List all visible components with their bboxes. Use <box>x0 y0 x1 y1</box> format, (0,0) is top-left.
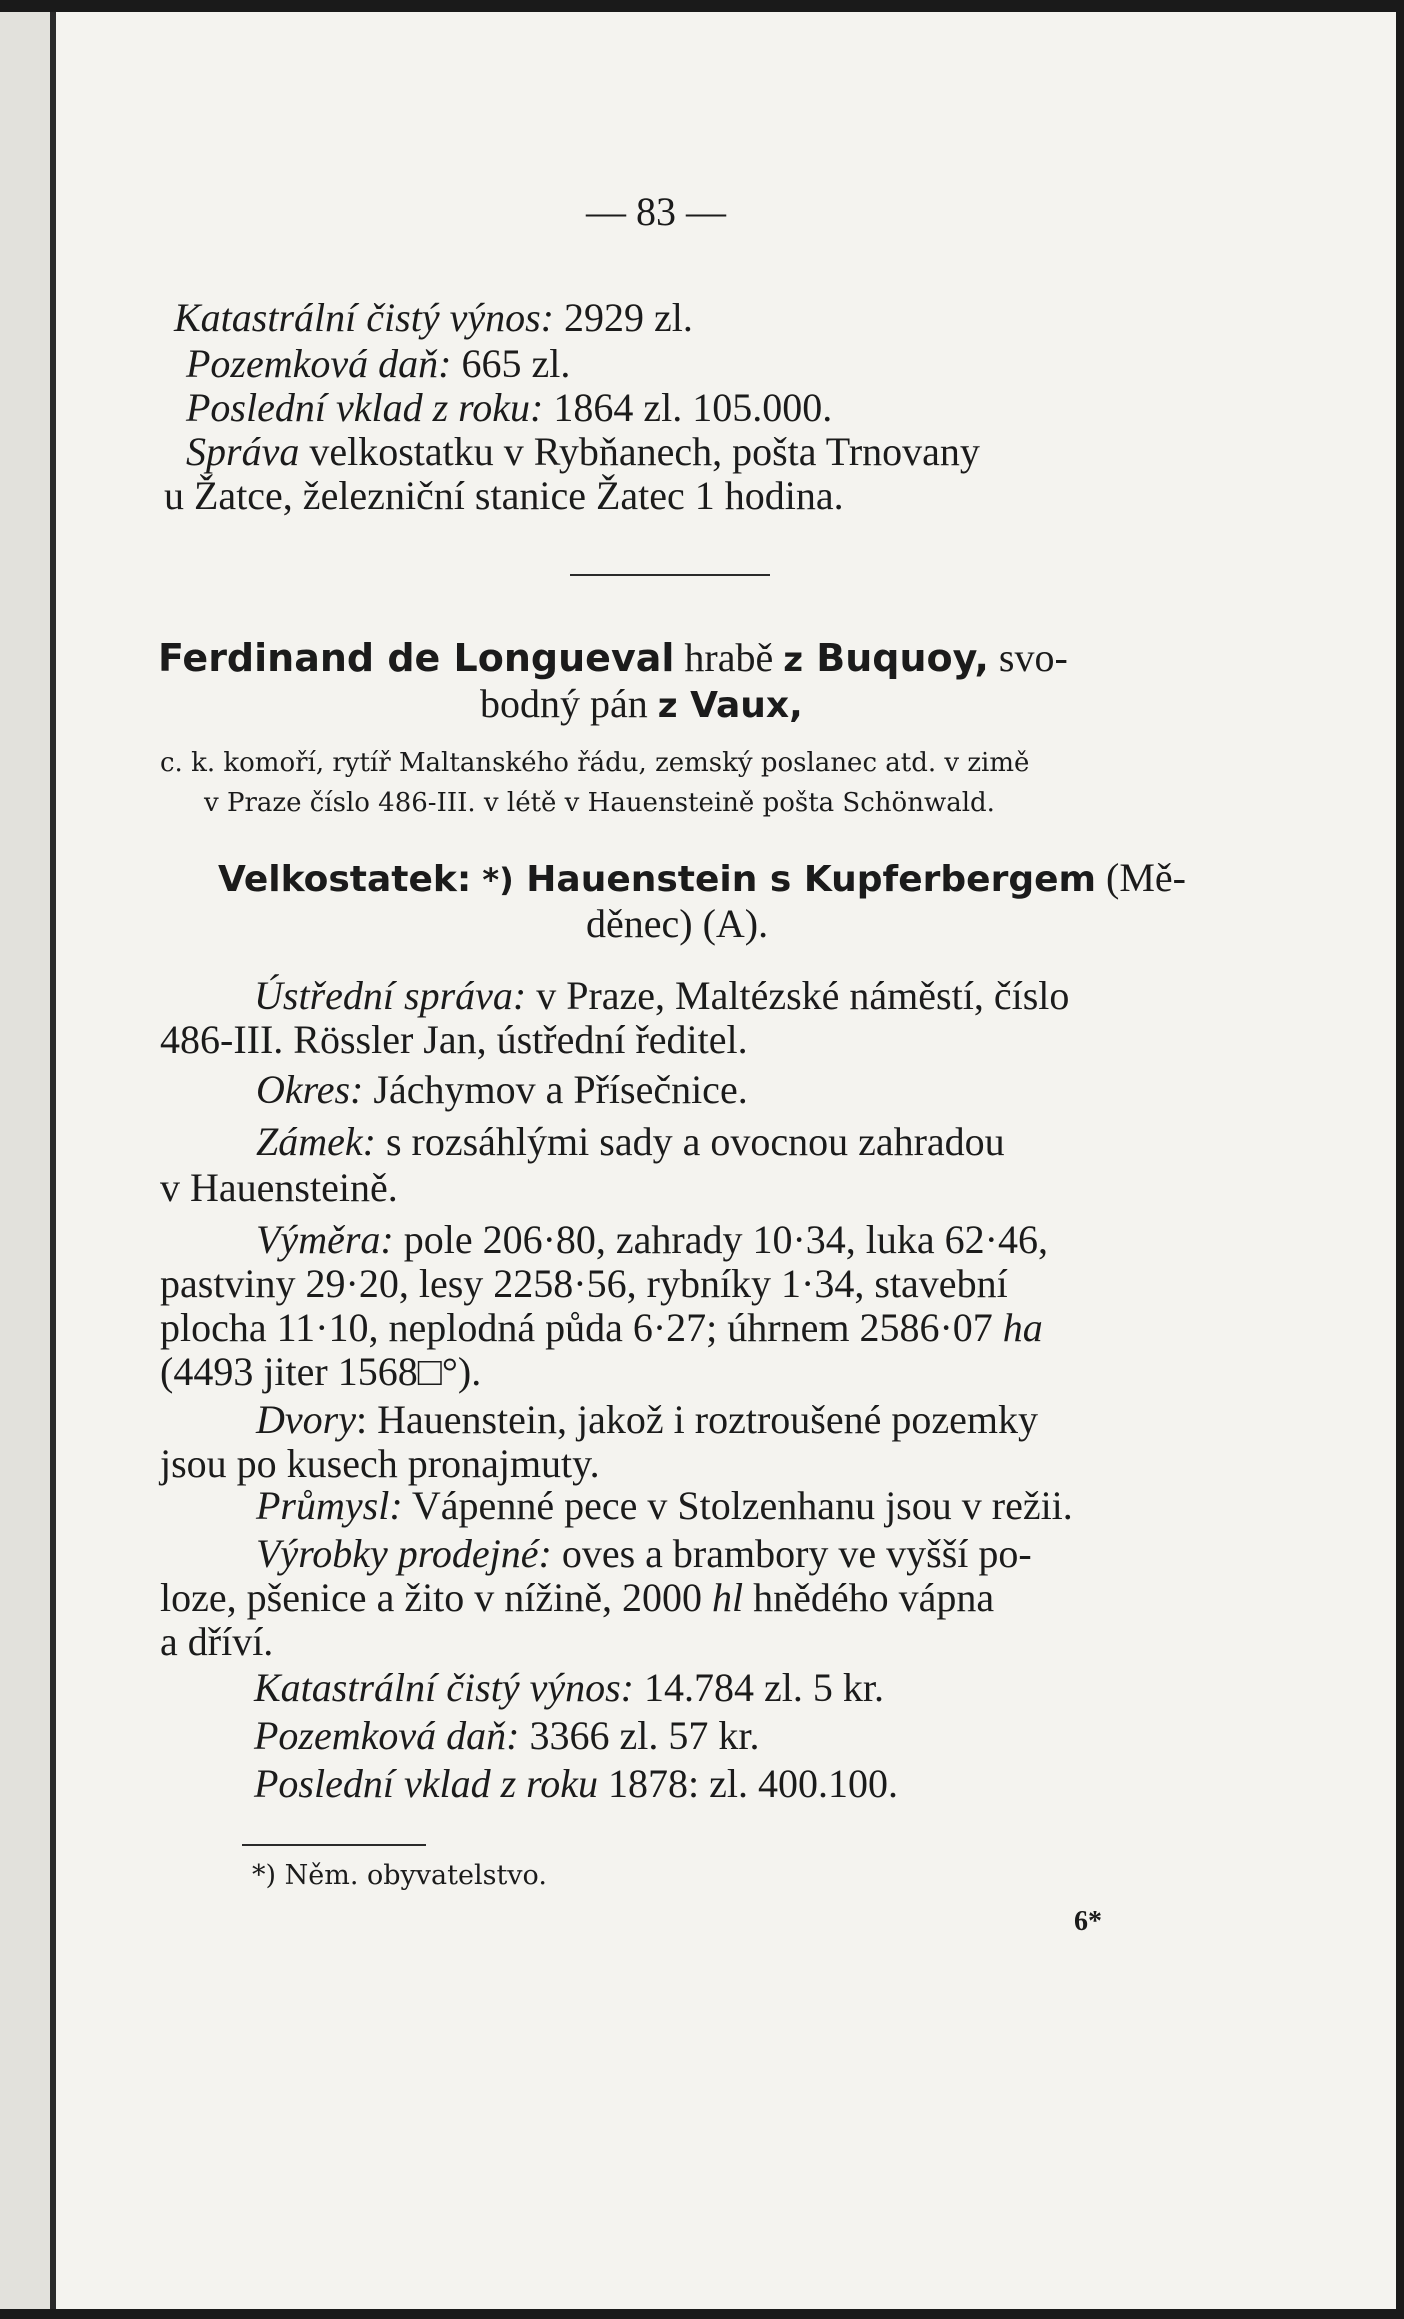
tax-value: 3366 zl. 57 kr. <box>519 1713 760 1758</box>
district-line <box>256 1067 748 1112</box>
signature-mark: 6* <box>1074 1906 1102 1937</box>
estate-heading-line1 <box>218 855 1186 900</box>
courts-value: : Hauenstein, jakož i roztroušené pozemky <box>355 1397 1038 1442</box>
footnote-rule <box>242 1844 426 1846</box>
central-admin-value: v Praze, Maltézské náměstí, číslo <box>526 973 1070 1018</box>
owner-line1 <box>158 635 1068 680</box>
owner-place1: Buquoy, <box>803 636 989 680</box>
products-line2 <box>160 1575 995 1620</box>
area-label: Výměra: <box>256 1217 394 1262</box>
area-line3 <box>160 1305 1043 1350</box>
owner-titles-line2: v Praze číslo 486-III. v létě v Hauensteině pošta Schönwald. <box>204 788 995 818</box>
courts-line <box>256 1397 1038 1442</box>
products-label: Výrobky prodejné: <box>256 1531 552 1576</box>
owner-tail1: svo- <box>988 635 1068 680</box>
area-value: pole 206·80, zahrady 10·34, luka 62·46, <box>393 1217 1048 1262</box>
tax-line <box>254 1713 760 1758</box>
owner-line2 <box>480 681 803 726</box>
estate-footnote-mark: *) <box>471 861 514 899</box>
owner-baron: bodný pán <box>480 681 658 726</box>
prev-yield-line <box>174 295 693 340</box>
prev-admin-label: Správa <box>186 429 300 474</box>
products-value: oves a brambory ve vyšší po- <box>551 1531 1032 1576</box>
district-label: Okres: <box>256 1067 364 1112</box>
district-value: Jáchymov a Přísečnice. <box>363 1067 748 1112</box>
estate-heading-line2: děnec) (A). <box>586 901 769 946</box>
estate-heading-tail: (Mě- <box>1096 855 1186 900</box>
prev-admin-value: velkostatku v Rybňanech, pošta Trnovany <box>299 429 980 474</box>
products-line2-a: loze, pšenice a žito v nížině, 2000 <box>160 1575 713 1620</box>
yield-line <box>254 1665 884 1710</box>
castle-line <box>256 1119 1005 1164</box>
section-divider <box>570 574 770 576</box>
estate-heading-label: Velkostatek: <box>218 859 472 900</box>
central-admin-label: Ústřední správa: <box>254 973 527 1018</box>
prev-tax-value: 665 zl. <box>451 341 571 386</box>
owner-name: Ferdinand de Longueval <box>158 636 675 680</box>
industry-line <box>256 1483 1073 1528</box>
page-number: — 83 — <box>586 189 726 234</box>
estate-heading-name: Hauenstein s Kupferbergem <box>513 859 1097 900</box>
prev-deposit-label: Poslední vklad z roku: <box>186 385 544 430</box>
area-line4: (4493 jiter 1568□°). <box>160 1349 482 1394</box>
area-line <box>256 1217 1048 1262</box>
owner-place2: Vaux, <box>677 685 803 726</box>
industry-label: Průmysl: <box>256 1483 403 1528</box>
deposit-label: Poslední vklad z roku <box>254 1761 599 1806</box>
area-line3-text: plocha 11·10, neplodná půda 6·27; úhrnem 2586·07 <box>160 1305 1003 1350</box>
yield-label: Katastrální čistý výnos: <box>254 1665 634 1710</box>
area-line2: pastviny 29·20, lesy 2258·56, rybníky 1·34, stavební <box>160 1261 1008 1306</box>
deposit-line <box>254 1761 898 1806</box>
prev-yield-value: 2929 zl. <box>553 295 693 340</box>
prev-deposit-line <box>186 385 833 430</box>
castle-value: s rozsáhlými sady a ovocnou zahradou <box>375 1119 1005 1164</box>
courts-line2: jsou po kusech pronajmuty. <box>160 1441 600 1486</box>
courts-label: Dvory <box>256 1397 356 1442</box>
prev-deposit-value: 1864 zl. 105.000. <box>543 385 833 430</box>
central-admin-line2: 486-III. Rössler Jan, ústřední ředitel. <box>160 1017 748 1062</box>
prev-admin-line2: u Žatce, železniční stanice Žatec 1 hodina. <box>164 473 844 518</box>
castle-label: Zámek: <box>256 1119 376 1164</box>
products-line3: a dříví. <box>160 1619 274 1664</box>
tax-label: Pozemková daň: <box>254 1713 520 1758</box>
castle-line2: v Hauensteině. <box>160 1165 398 1210</box>
products-line2-b: hnědého vápna <box>743 1575 995 1620</box>
footnote: *) Něm. obyvatelstvo. <box>252 1860 547 1891</box>
industry-value: Vápenné pece v Stolzenhanu jsou v režii. <box>402 1483 1073 1528</box>
book-page <box>56 12 1396 2309</box>
products-unit-hl: hl <box>712 1575 744 1620</box>
yield-value: 14.784 zl. 5 kr. <box>633 1665 884 1710</box>
owner-titles-line1: c. k. komoří, rytíř Maltanského řádu, zemský poslanec atd. v zimě <box>160 748 1030 778</box>
page-gutter <box>0 12 56 2309</box>
prev-yield-label: Katastrální čistý výnos: <box>174 295 554 340</box>
owner-z2: z <box>657 686 678 726</box>
central-admin-line <box>254 973 1070 1018</box>
prev-admin-line <box>186 429 980 474</box>
prev-tax-label: Pozemková daň: <box>186 341 452 386</box>
owner-count: hrabě <box>674 635 784 680</box>
owner-z1: z <box>783 640 804 680</box>
area-unit-ha: ha <box>1002 1305 1043 1350</box>
products-line <box>256 1531 1032 1576</box>
deposit-value: 1878: zl. 400.100. <box>598 1761 898 1806</box>
prev-tax-line <box>186 341 571 386</box>
